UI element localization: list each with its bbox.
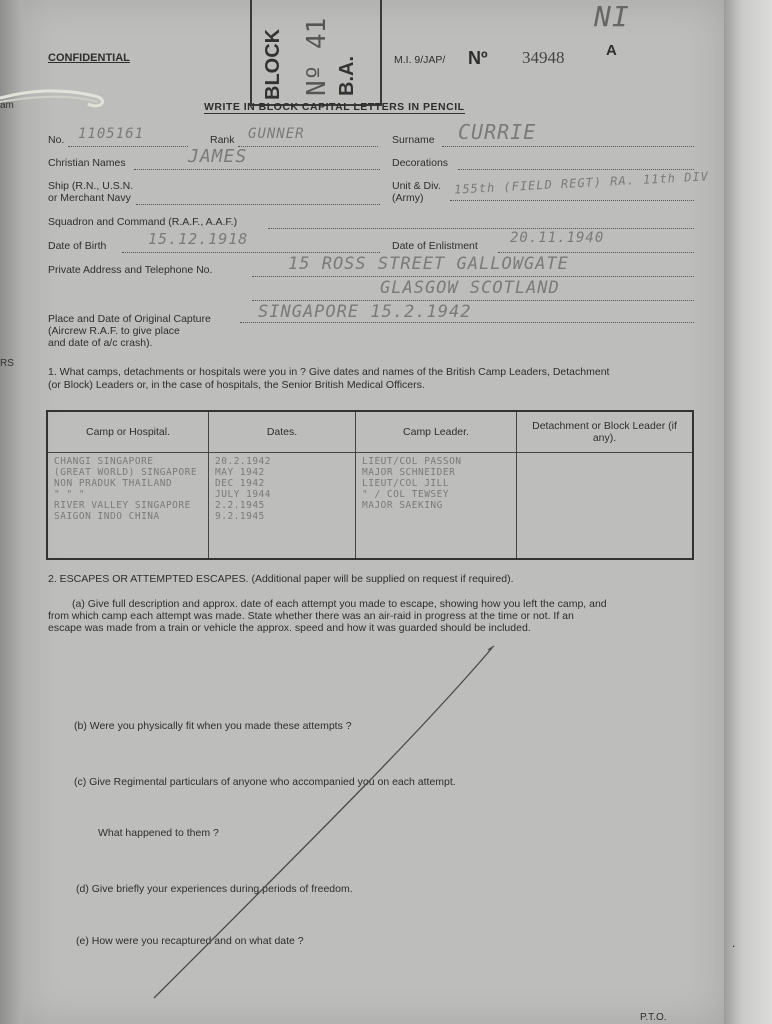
unit-label-1: Unit & Div. — [392, 180, 441, 192]
leader-entry: LIEUT/COL PASSON — [362, 456, 462, 467]
stamp-number-text: Nº 41 — [302, 17, 332, 96]
left-edge-text-2: RS — [0, 358, 14, 369]
capture-value: SINGAPORE 15.2.1942 — [258, 302, 472, 322]
question-2b: (b) Were you physically fit when you made these attempts ? — [74, 720, 352, 732]
capture-label-1: Place and Date of Original Capture — [48, 313, 211, 325]
unit-value: 155th (FIELD REGT) RA. 11th DIV — [453, 169, 710, 197]
dob-value: 15.12.1918 — [148, 230, 249, 248]
surname-value: CURRIE — [458, 120, 537, 144]
address-label: Private Address and Telephone No. — [48, 264, 213, 276]
camp-entry: (GREAT WORLD) SINGAPORE — [54, 467, 198, 478]
question-2d: (d) Give briefly your experiences during periods of freedom. — [76, 883, 353, 895]
leader-entry: MAJOR SAEKING — [362, 500, 443, 511]
question-2-heading: 2. ESCAPES OR ATTEMPTED ESCAPES. (Additional paper will be supplied on request if required). — [48, 573, 514, 585]
rank-label: Rank — [210, 134, 235, 146]
leader-entry: LIEUT/COL JILL — [362, 478, 450, 489]
enlistment-value: 20.11.1940 — [510, 230, 605, 246]
unit-label-2: (Army) — [392, 192, 424, 204]
pto-label: P.T.O. — [640, 1012, 667, 1023]
camp-entry: " " " — [54, 489, 86, 500]
header-detachment: Detachment or Block Leader (if any). — [517, 411, 694, 453]
date-entry: 20.2.1942 — [215, 456, 271, 467]
camp-entry: NON PRADUK THAILAND — [54, 478, 173, 489]
camp-entry: SAIGON INDO CHINA — [54, 511, 160, 522]
capture-label-2: (Aircrew R.A.F. to give place — [48, 325, 180, 337]
christian-names-value: JAMES — [188, 146, 248, 167]
address-line-2: GLASGOW SCOTLAND — [380, 278, 560, 298]
squadron-label: Squadron and Command (R.A.F., A.A.F.) — [48, 216, 238, 228]
address-line-1: 15 ROSS STREET GALLOWGATE — [288, 254, 569, 274]
decorations-label: Decorations — [392, 157, 449, 169]
right-page-edge — [724, 0, 772, 1024]
rank-value: GUNNER — [248, 126, 305, 142]
cancel-line — [22, 0, 724, 1024]
corner-letter: A — [606, 42, 617, 59]
stamp-ba-text: B.A. — [336, 56, 358, 96]
date-entry: 2.2.1945 — [215, 500, 265, 511]
camp-entry: RIVER VALLEY SINGAPORE — [54, 500, 191, 511]
date-entry: MAY 1942 — [215, 467, 265, 478]
pencil-instruction: WRITE IN BLOCK CAPITAL LETTERS IN PENCIL — [204, 101, 465, 113]
camp-entry: CHANGI SINGAPORE — [54, 456, 154, 467]
date-entry: JULY 1944 — [215, 489, 271, 500]
ship-label-1: Ship (R.N., U.S.N. — [48, 180, 134, 192]
right-edge-mark: . — [732, 936, 736, 950]
dob-label: Date of Birth — [48, 240, 107, 252]
question-1-line-2: (or Block) Leaders or, in the case of hospitals, the Senior British Medical Officers. — [48, 379, 425, 391]
left-edge-text-1: am — [0, 100, 14, 111]
question-2a-line-1: (a) Give full description and approx. date of each attempt you made to escape, showing how you left the camp, and — [72, 598, 607, 610]
form-reference: M.I. 9/JAP/ — [394, 54, 446, 66]
header-dates: Dates. — [209, 411, 356, 453]
question-2c: (c) Give Regimental particulars of anyone who accompanied you on each attempt. — [74, 776, 456, 788]
no-label: No. — [48, 134, 65, 146]
form-number: 34948 — [522, 48, 565, 67]
leader-entry: MAJOR SCHNEIDER — [362, 467, 456, 478]
question-2e: (e) How were you recaptured and on what date ? — [76, 935, 304, 947]
date-entry: 9.2.1945 — [215, 511, 265, 522]
stamp-block-text: BLOCK — [262, 28, 284, 100]
confidential-label: CONFIDENTIAL — [48, 52, 130, 64]
leader-entry: " / COL TEWSEY — [362, 489, 450, 500]
corner-scrawl: NI — [594, 0, 630, 33]
number-label: Nº — [468, 48, 488, 68]
christian-names-label: Christian Names — [48, 157, 126, 169]
form-page — [22, 0, 724, 1024]
surname-label: Surname — [392, 134, 435, 146]
header-camp: Camp or Hospital. — [47, 411, 209, 453]
question-1-line-1: 1. What camps, detachments or hospitals were you in ? Give dates and names of the British Camp Leaders, Detachment — [48, 366, 610, 378]
capture-label-3: and date of a/c crash). — [48, 337, 153, 349]
header-camp-leader: Camp Leader. — [356, 411, 517, 453]
question-2a-line-2: from which camp each attempt was made. State whether there was an air-raid in progress at the time or not. If an — [48, 610, 574, 622]
question-2c-followup: What happened to them ? — [98, 827, 219, 839]
no-value: 1105161 — [78, 126, 145, 142]
enlistment-label: Date of Enlistment — [392, 240, 478, 252]
ship-label-2: or Merchant Navy — [48, 192, 131, 204]
question-2a-line-3: escape was made from a train or vehicle the approx. speed and how it was guarded should be included. — [48, 622, 531, 634]
date-entry: DEC 1942 — [215, 478, 265, 489]
